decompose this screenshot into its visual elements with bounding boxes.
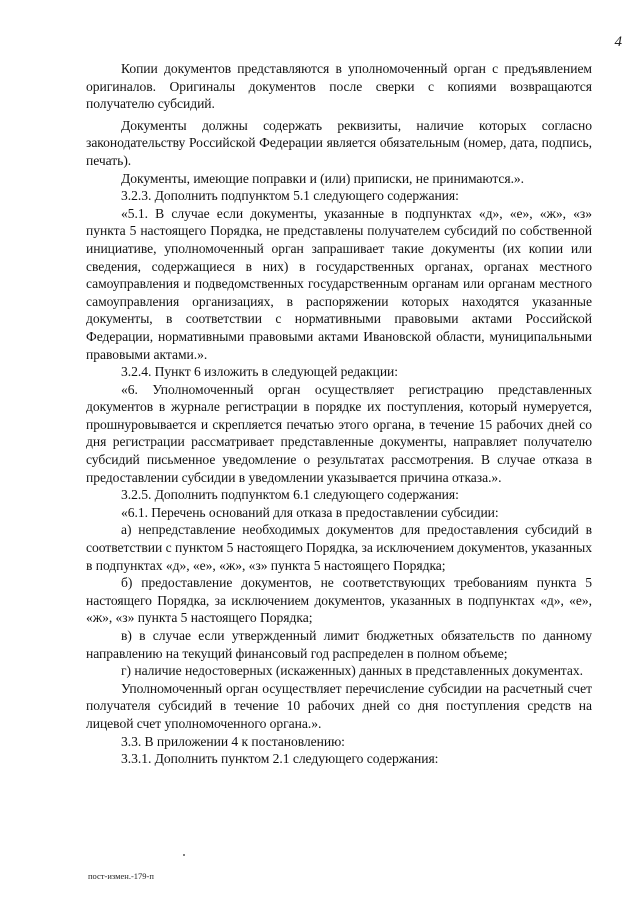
paragraph-copies: Копии документов представляются в уполномоченный орган с предъявлением оригиналов. Оригиналы документов после сверки с копиями возвращаются получателю субсидий.: [86, 61, 592, 112]
paragraph-3-3: 3.3. В приложении 4 к постановлению:: [121, 733, 345, 749]
list-item-a: а) непредставление необходимых документов для предоставления субсидий в соответствии с пунктом 5 настоящего Порядка, за исключением документов, указанных в подпунктах «д», «е», «ж», «з» пункта 5 настоящего Порядка;: [86, 522, 592, 573]
stray-mark: [183, 854, 185, 856]
paragraph-corrections: Документы, имеющие поправки и (или) приписки, не принимаются.».: [121, 170, 525, 186]
paragraph-transfer: Уполномоченный орган осуществляет перечисление субсидии на расчетный счет получателя субсидий в течение 10 рабочих дней со дня поступления средств на лицевой счет уполномоченного органа.».: [86, 680, 592, 731]
page-number: 4: [614, 34, 622, 50]
paragraph-6-1: «6.1. Перечень оснований для отказа в предоставлении субсидии:: [121, 504, 499, 520]
paragraph-requisites: Документы должны содержать реквизиты, наличие которых согласно законодательству Российской Федерации является обязательным (номер, дата, подпись, печать).: [86, 117, 592, 168]
paragraph-3-2-3: 3.2.3. Дополнить подпунктом 5.1 следующего содержания:: [121, 188, 459, 204]
paragraph-3-3-1: 3.3.1. Дополнить пунктом 2.1 следующего содержания:: [121, 751, 439, 767]
footer-document-code: пост-измен.-179-п: [88, 871, 154, 881]
list-item-v: в) в случае если утвержденный лимит бюджетных обязательств по данному направлению на текущий финансовый год распределен в полном объеме;: [86, 628, 592, 661]
document-body: [86, 60, 592, 768]
paragraph-3-2-4: 3.2.4. Пункт 6 изложить в следующей редакции:: [121, 364, 399, 380]
paragraph-3-2-5: 3.2.5. Дополнить подпунктом 6.1 следующего содержания:: [121, 487, 459, 503]
list-item-g: г) наличие недостоверных (искаженных) данных в представленных документах.: [121, 663, 583, 679]
list-item-b: б) предоставление документов, не соответствующих требованиям пункта 5 настоящего Порядка, за исключением документов, указанных в подпунктах «д», «е», «ж», «з» пункта 5 настоящего Порядка;: [86, 575, 592, 626]
paragraph-6: «6. Уполномоченный орган осуществляет регистрацию представленных документов в журнале регистрации в порядке их поступления, который нумеруется, прошнуровывается и скрепляется печатью этого органа, в течение 15 рабочих дней со дня регистрации рассматривает представленные документы, направляет получателю субсидий письменное уведомление о результатах рассмотрения. В случае отказа в предоставлении субсидии в уведомлении указывается причина отказа.».: [86, 381, 592, 485]
paragraph-5-1: «5.1. В случае если документы, указанные в подпунктах «д», «е», «ж», «з» пункта 5 настоящего Порядка, не представлены получателем субсидий по собственной инициативе, уполномоченный орган запрашивает такие документы (их копии или сведения, содержащиеся в них) в государственных органах, органах местного самоуправления и подведомственных государственным органам или органам местного самоуправления организациях, в распоряжении которых находятся указанные документы, в соответствии с нормативными правовыми актами Российской Федерации, нормативными правовыми актами Ивановской области, муниципальными правовыми актами.».: [86, 205, 592, 362]
